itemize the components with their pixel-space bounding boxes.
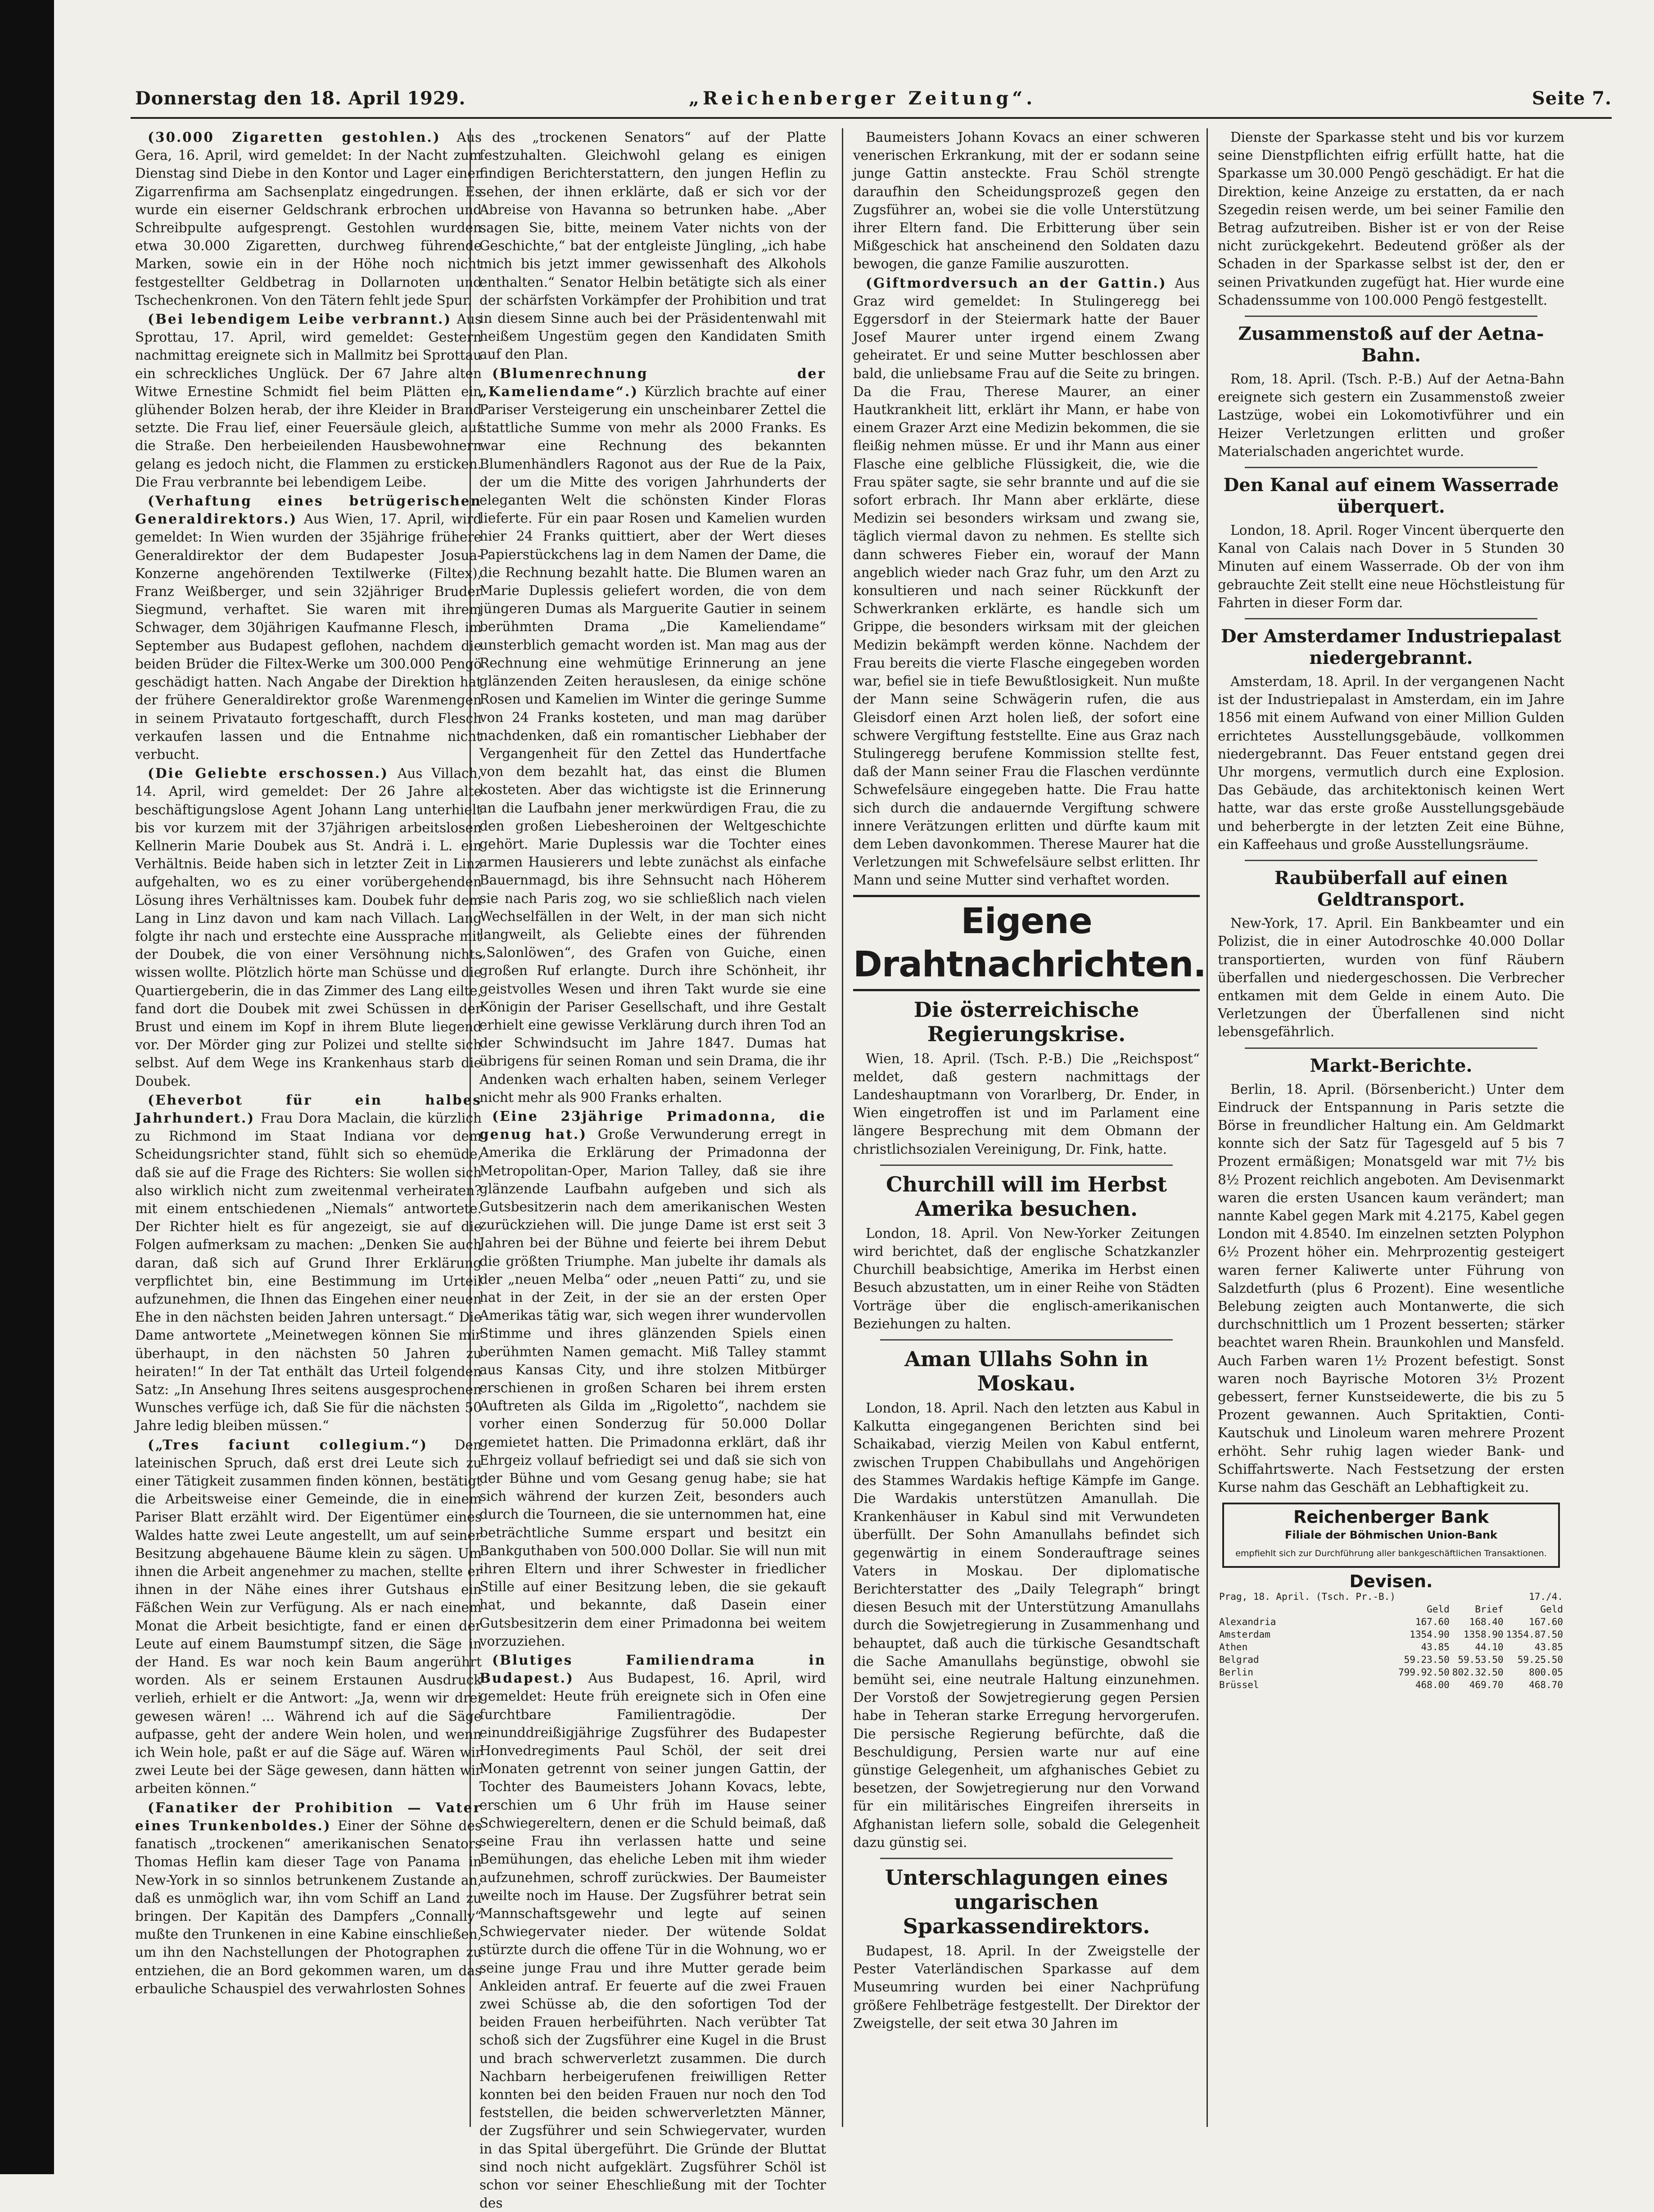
divider [1245, 316, 1537, 317]
article [135, 1091, 482, 1435]
table-header-row [1218, 1590, 1564, 1603]
article-text: Aus Gera, 16. April, wird gemeldet: In der Nacht zum Dienstag sind Diebe in den Kontor und Lager einer Zigarrenfirma am Sachsenplatz eingedrungen. Es wurde ein eiserner Geldschrank erbrochen und Schreibpulte aufgesprengt. Gestohlen wurden etwa 30.000 Zigaretten, durchweg führende Marken, sowie ein in der Höhe noch nicht festgestellter Geldbetrag in Dollarnoten und Tschechenkronen. Von den Tätern fehlt jede Spur. [135, 130, 482, 308]
divider [880, 1165, 1173, 1166]
devisen-title: Devisen. [1349, 1571, 1433, 1591]
article-text: Aus Budapest, 16. April, wird gemeldet: Heute früh ereignete sich in Ofen eine furchtbare Familientragödie. Der einunddreißigjährige Zugsführer des Budapester Honvedregiments Paul Schöl, der seit drei Monaten getrennt von seiner jungen Gattin, der Tochter des Baumeisters Johann Kovacs, lebte, erschien um 6 Uhr früh im Hause seiner Schwiegereltern, denen er die Schuld beimaß, daß seine Frau ihn verlassen hatte und seine Bemühungen, das eheliche Leben mit ihm wieder aufzunehmen, schroff zurückwies. Der Baumeister weilte noch im Hause. Der Zugsführer betrat sein Mannschaftsgewehr und legte auf seinen Schwiegervater nieder. Der wütende Soldat stürzte durch die offene Tür in die Wohnung, wo er seine junge Frau und ihre Mutter gerade beim Ankleiden antraf. Er feuerte auf die zwei Frauen zwei Schüsse ab, die den sofortigen Tod der beiden Frauen herbeiführten. Nach verübter Tat schoß sich der Zugsführer eine Kugel in die Brust und brach schwerverletzt zusammen. Die durch Nachbarn herbeigerufenen freiwilligen Retter konnten bei den beiden Frauen nur noch den Tod feststellen, die beiden schwerverletzten Männer, der Zugsführer und sein Schwiegervater, wurden in das Spital übergeführt. Die Gründe der Bluttat sind noch nicht aufgeklärt. Zugsführer Schöl ist schon vor seiner Eheschließung mit der Tochter des [479, 1670, 826, 2211]
currency-name: Alexandria [1219, 1616, 1276, 1627]
table-header-row [1218, 1603, 1564, 1616]
rate-value: 802.32.50 [1452, 1667, 1504, 1678]
rate-value: 1354.87.50 [1506, 1629, 1563, 1640]
headline: Unterschlagungen eines ungarischen Sparkassendirektors. [885, 1865, 1168, 1939]
column-rule [1207, 128, 1208, 2127]
article-text: Aus Sprottau, 17. April, wird gemeldet: Gestern nachmittag ereignete sich in Mallmitz bei Sprottau ein schreckliches Unglück. Der 67 Jahre alten Witwe Ernestine Schmidt fiel beim Plätten ein glühender Bolzen herab, der ihre Kleider in Brand setzte. Die Frau lief, einer Feuersäule gleich, auf die Straße. Den herbeieilenden Hausbewohnern gelang es jedoch nicht, die Flammen zu ersticken. Die Frau verbrannte bei lebendigem Leibe. [135, 311, 482, 490]
divider [1245, 860, 1537, 861]
table-row [1218, 1653, 1564, 1666]
header-page-number: Seite 7. [1532, 88, 1612, 109]
devisen-subheader: Prag, 18. April. (Tsch. Pr.-B.) [1219, 1591, 1396, 1602]
article [135, 764, 482, 1090]
rate-value: 59.53.50 [1458, 1654, 1504, 1665]
table-header: Brief [1475, 1604, 1504, 1615]
headline: Aman Ullahs Sohn in Moskau. [904, 1346, 1148, 1395]
article [135, 128, 482, 309]
section-banner: Eigene Drahtnachrichten. [853, 895, 1200, 991]
column-rule [842, 128, 843, 2127]
header-date: Donnerstag den 18. April 1929. [135, 88, 466, 109]
table-row [1218, 1666, 1564, 1679]
rate-value: 469.70 [1469, 1679, 1504, 1690]
article [853, 274, 1200, 889]
currency-name: Amsterdam [1219, 1629, 1270, 1640]
article-text: Rom, 18. April. (Tsch. P.-B.) Auf der Aetna-Bahn ereignete sich gestern ein Zusammenstoß zweier Lastzüge, wobei ein Lokomotivführer und ein Heizer Verletzungen erlitten und großer Materialschaden angerichtet wurde. [1218, 371, 1564, 459]
article-text: London, 18. April. Nach den letzten aus Kabul in Kalkutta eingegangenen Berichten sind bei Schaikabad, vierzig Meilen von Kabul entfernt, zwischen Truppen Chabibullahs und Angehörigen des Stammes Wardakis heftige Kämpfe im Gange. Die Wardakis unterstützen Amanullah. Die Krankenhäuser in Kabul sind mit Verwundeten überfüllt. Der Sohn Amanullahs befindet sich gegenwärtig in einem Sonderauftrage seines Vaters in Moskau. Der diplomatische Berichterstatter des „Daily Telegraph“ bringt diesen Besuch mit der Unterstützung Amanullahs durch die Sowjetregierung in Zusammenhang und behauptet, daß auch die türkische Gesandtschaft die Sache Amanullahs begünstige, obwohl sie bemüht sei, eine neutrale Haltung einzunehmen. Der Vorstoß der Sowjetregierung gegen Persien habe in Teheran starke Erregung hervorgerufen. Die persische Regierung befürchte, daß die Beschuldigung, Persien warte nur auf eine günstige Gelegenheit, um afghanisches Gebiet zu besetzen, der Sowjetregierung nur den Vorwand für ein militärisches Eingreifen ihrerseits in Afghanistan liefern solle, sobald die Gelegenheit dazu günstig sei. [853, 1400, 1200, 1850]
article-text: Baumeisters Johann Kovacs an einer schweren venerischen Erkrankung, mit der er sodann seine junge Gattin ansteckte. Frau Schöl strengte daraufhin den Scheidungsprozeß gegen den Zugsführer an, wobei sie die volle Unterstützung ihrer Eltern fand. Die Erbitterung über sein Mißgeschick hat anscheinend den Soldaten dazu bewogen, die ganze Familie auszurotten. [853, 130, 1200, 272]
rate-value: 168.40 [1469, 1616, 1504, 1627]
article-text: Aus Villach, 14. April, wird gemeldet: Der 26 Jahre alte beschäftigungslose Agent Johann Lang unterhielt bis vor kurzem mit der 37jährigen arbeitslosen Kellnerin Marie Doubek aus St. Andrä i. L. ein Verhältnis. Beide haben sich in letzter Zeit in Linz aufgehalten, wo es zu einer vorübergehenden Lösung ihres Verhältnisses kam. Doubek fuhr dem Lang in Linz davon und kam nach Villach. Lang folgte ihr nach und erstechte eine Aussprache mit der Doubek, die von einer Versöhnung nichts wissen wollte. Plötzlich hörte man Schüsse und die Quartiergeberin, die in das Zimmer des Lang eilte, fand dort die Doubek mit zwei Schüssen in der Brust und einem im Kopf in ihrem Blute liegend vor. Der Mörder ging zur Polizei und stellte sich selbst. Auf dem Wege ins Krankenhaus starb die Doubek. [135, 766, 482, 1089]
article-text: Berlin, 18. April. (Börsenbericht.) Unter dem Eindruck der Entspannung in Paris setzte die Börse in freundlicher Haltung ein. Am Geldmarkt konnte sich der Satz für Tagesgeld auf 5 bis 7 Prozent ermäßigen; Monatsgeld war mit 7½ bis 8½ Prozent reichlich angeboten. Am Devisenmarkt waren die ersten Usancen kaum verändert; man nannte Kabel gegen Mark mit 4.2175, Kabel gegen London mit 4.8540. Im einzelnen setzten Polyphon 6½ Prozent höher ein. Mehrprozentig gesteigert waren ferner Kaliwerte unter Führung von Salzdetfurth (plus 6 Prozent). Eine wesentliche Belebung zeigten auch Montanwerte, die sich durchschnittlich um 1 Prozent besserten; stärker beachtet waren Rhein. Braunkohlen und Mansfeld. Auch Farben waren 1½ Prozent befestigt. Sonst waren noch Bayrische Motoren 3½ Prozent gebessert, ferner Kunstseidewerte, die bis zu 5 Prozent gewannen. Auch Spritaktien, Conti-Kautschuk und Linoleum waren mehrere Prozent erhöht. Sehr ruhig lagen wieder Bank- und Schiffahrtswerte. Nach Festsetzung der ersten Kurse nahm das Geschäft an Lebhaftigkeit zu. [1218, 1081, 1564, 1495]
divider [1245, 467, 1537, 468]
table-header [1397, 1590, 1451, 1603]
article-head: (Blutiges Familiendrama in Budapest.) [479, 1652, 826, 1686]
rate-value: 43.85 [1534, 1642, 1563, 1652]
rate-value: 1358.90 [1464, 1629, 1504, 1640]
headline: Churchill will im Herbst Amerika besuchen. [886, 1172, 1167, 1221]
rate-value: 59.25.50 [1517, 1654, 1563, 1665]
scan-edge-shadow [0, 0, 54, 2174]
article-head: (Fanatiker der Prohibition — Vater eines Trunkenboldes.) [135, 1799, 482, 1833]
table-row [1218, 1641, 1564, 1653]
rate-value: 1354.90 [1410, 1629, 1450, 1640]
article [479, 1107, 826, 1650]
table-row [1218, 1679, 1564, 1691]
article [135, 1799, 482, 1998]
table-header: Geld [1427, 1604, 1450, 1615]
article-head: („Tres faciunt collegium.“) [148, 1436, 428, 1453]
article [135, 492, 482, 763]
article-head: (Die Geliebte erschossen.) [148, 765, 389, 781]
table-header: 17./4. [1529, 1591, 1563, 1602]
currency-name: Athen [1219, 1642, 1248, 1652]
devisen-table [1218, 1590, 1564, 1691]
divider [1245, 1047, 1537, 1049]
bank-tagline: empfiehlt sich zur Durchführung aller bankgeschäftlichen Transaktionen. [1235, 1548, 1547, 1558]
currency-name: Berlin [1219, 1667, 1253, 1678]
headline: Zusammenstoß auf der Aetna-Bahn. [1238, 323, 1544, 366]
article-text: Wien, 18. April. (Tsch. P.-B.) Die „Reichspost“ meldet, daß gestern nachmittags der Landeshauptmann von Vorarlberg, Dr. Ender, in Wien eingetroffen ist und im Parlament eine längere Besprechung mit dem Obmann der christlichsozialen Vereinigung, Dr. Fink, hatte. [853, 1051, 1200, 1157]
article [135, 310, 482, 491]
table-header [1451, 1590, 1505, 1603]
headline: Markt-Berichte. [1310, 1055, 1473, 1076]
article-text: London, 18. April. Von New-Yorker Zeitungen wird berichtet, daß der englische Schatzkanzler Churchill beabsichtige, Amerika im Herbst einen Besuch abzustatten, um in einer Reihe von Städten Vorträge über die englisch-amerikanischen Beziehungen zu halten. [853, 1225, 1200, 1332]
column-4 [1218, 128, 1564, 2127]
article-head: (Bei lebendigem Leibe verbrannt.) [148, 311, 452, 327]
divider [880, 1339, 1173, 1341]
column-3 [853, 128, 1206, 2127]
article-text: Amsterdam, 18. April. In der vergangenen Nacht ist der Industriepalast in Amsterdam, ein im Jahre 1856 mit einem Aufwand von einer Million Gulden errichtetes Ausstellungsgebäude, vollkommen niedergebrannt. Das Feuer entstand gegen drei Uhr morgens, vermutlich durch eine Explosion. Das Gebäude, das architektonisch keinen Wert hatte, war das erste große Ausstellungsgebäude und beherbergte in der letzten Zeit eine Bühne, ein Kaffeehaus und große Ausstellungsräume. [1218, 674, 1564, 852]
rate-value: 468.00 [1415, 1679, 1450, 1690]
rate-value: 44.10 [1475, 1642, 1504, 1652]
headline: Den Kanal auf einem Wasserrade überquert. [1223, 474, 1559, 518]
rate-value: 167.60 [1529, 1616, 1563, 1627]
article [479, 365, 826, 1106]
article-text: London, 18. April. Roger Vincent überquerte den Kanal von Calais nach Dover in 5 Stunden 30 Minuten auf einem Wasserrade. Ob der von ihm gebrauchte Zeit stellt eine neue Höchstleistung für Fahrten in dieser Form dar. [1218, 523, 1564, 610]
headline: Der Amsterdamer Industriepalast niedergebrannt. [1220, 626, 1562, 669]
article-head: (30.000 Zigaretten gestohlen.) [148, 129, 441, 145]
currency-name: Brüssel [1219, 1679, 1259, 1690]
article-text: Den lateinischen Spruch, daß erst drei Leute sich zu einer Tätigkeit zusammen finden können, bestätigt die Arbeitsweise einer Gemeinde, die in einem Pariser Blatt erzählt wird. Der Eigentümer eines Waldes hatte zwei Leute angestellt, um auf seiner Besitzung abgehauene Bäume klein zu sägen. Um ihnen die Arbeit angenehmer zu machen, stellte er ihnen in der Nähe eines ihrer Gutshaus ein Fäßchen Wein zur Verfügung. Als er nach einem Monat die Arbeit besichtigte, fand er einen der Leute auf einem Baumstumpf sitzen, die Säge in der Hand. Es war noch kein Baum angerührt worden. Als er seinem Erstaunen Ausdruck verlieh, erhielt er die Antwort: „Ja, wenn wir drei gewesen wären! ... Während ich auf die Säge aufpasse, geht der andere Wein holen, und wenn ich Wein hole, paßt er auf die Säge auf. Wären wir zwei Leute bei der Säge gewesen, dann hätten wir arbeiten können.“ [135, 1437, 482, 1797]
page-header [135, 83, 1612, 115]
article-text: des „trockenen Senators“ auf der Platte festzuhalten. Gleichwohl gelang es einigen findigen Berichterstattern, den jungen Heflin zu sehen, der ihnen erklärte, daß er sich vor der Abreise von Havanna so betrunken habe. „Aber sagen Sie, bitte, meinem Vater nichts von der Geschichte,“ bat der entgleiste Jüngling, „ich habe mich bis jetzt immer gewissenhaft des Alkohols enthalten.“ Senator Helbin betätigte sich als einer der schärfsten Vorkämpfer der Prohibition und trat in diesem Sinne auch bei der Präsidentenwahl mit heißem Ungestüm gegen den Kandidaten Smith auf den Plan. [479, 130, 826, 362]
bank-advertisement [1222, 1503, 1560, 1568]
headline: Die österreichische Regierungskrise. [913, 997, 1139, 1046]
article-head: (Giftmordversuch an der Gattin.) [866, 275, 1167, 291]
article-text: Aus Graz wird gemeldet: In Stulingeregg bei Eggersdorf in der Steiermark hatte der Bauer Josef Maurer unter irgend einem Zwang geheiratet. Er und seine Mutter beschlossen aber bald, die unliebsame Frau auf die Seite zu bringen. Da die Frau, Therese Maurer, an einer Hautkrankheit litt, erklärt ihr Mann, er habe von einem Grazer Arzt eine Medizin bekommen, die sie fleißig nehmen müsse. Er und ihr Mann aus einer Flasche eine gelbliche Flüssigkeit, die, wie die Frau später sagte, sie sehr brannte und auf die sie sofort erbrach. Ihr Mann aber erklärte, diese Medizin sei besonders wirksam und zwang sie, täglich viermal davon zu nehmen. Es stellte sich dann schweres Fieber ein, worauf der Mann angeblich wieder nach Graz fuhr, um den Arzt zu konsultieren und nach seiner Rückkunft der Schwerkranken erklärte, es handle sich um Grippe, die besonders wirksam mit der gleichen Medizin bekämpft werden könne. Nachdem der Frau bereits die vierte Flasche eingegeben worden war, befiel sie in tiefe Bewußtlosigkeit. Nun mußte der Mann seine Schwägerin rufen, die aus Gleisdorf einen Arzt holen ließ, der sofort eine schwere Vergiftung feststellte. Eine aus Graz nach Stulingeregg berufene Kommission stellte fest, daß der Mann seiner Frau die Flaschen verdünnte Schwefelsäure eingegeben hatte. Die Frau hatte sich durch die andauernde Vergiftung schwere innere Verätzungen erlitten und dürfte kaum mit dem Leben davonkommen. Therese Maurer hat die Verletzungen mit Schwefelsäure selbst erlitten. Ihr Mann und seine Mutter sind verhaftet worden. [853, 275, 1200, 888]
divider [880, 1858, 1173, 1859]
bank-name: Reichenberger Bank [1293, 1507, 1489, 1527]
article-head: (Eheverbot für ein halbes Jahrhundert.) [135, 1092, 482, 1126]
column-1 [135, 128, 482, 2127]
article-text: Große Verwunderung erregt in Amerika die Erklärung der Primadonna der Metropolitan-Oper, Marion Talley, daß sie ihre glänzende Laufbahn aufgeben und sich als Gutsbesitzerin nach dem amerikanischen Westen zurückziehen will. Die junge Dame ist erst seit 3 Jahren bei der Bühne und feierte bei ihrem Debut die größten Triumphe. Man jubelte ihr damals als der „neuen Melba“ oder „neuen Patti“ zu, und sie hat in der Zeit, in der sie an der ersten Oper Amerikas tätig war, sich wegen ihrer wundervollen Stimme und ihres glänzenden Spiels einen berühmten Namen gemacht. Miß Talley stammt aus Kansas City, und ihre stolzen Mitbürger erschienen in großen Scharen bei ihrem ersten Auftreten als Gilda im „Rigoletto“, nachdem sie vorher einen Sonderzug für 50.000 Dollar gemietet hatten. Die Primadonna erklärt, daß ihr Ehrgeiz vollauf befriedigt sei und daß sie sich von der Bühne und vom Gesang genug habe; sie hat sich während der kurzen Zeit, besonders auch durch die Tourneen, die sie unternommen hat, eine beträchtliche Summe erspart und besitzt ein Bankguthaben von 500.000 Dollar. Sie will nun mit ihren Eltern und ihrer Schwester in friedlicher Stille auf einer Besitzung leben, die sie gekauft hat, und bekannte, daß Dasein einer Gutsbesitzerin dem einer Primadonna bei weitem vorzuziehen. [479, 1127, 826, 1649]
rate-value: 468.70 [1529, 1679, 1563, 1690]
rate-value: 43.85 [1421, 1642, 1450, 1652]
headline: Raubüberfall auf einen Geldtransport. [1274, 867, 1508, 911]
table-header: Geld [1540, 1604, 1563, 1615]
article [853, 128, 1200, 273]
article-text: New-York, 17. April. Ein Bankbeamter und ein Polizist, die in einer Autodroschke 40.000 Dollar transportierten, wurden von fünf Räubern überfallen und niedergeschossen. Die Verbrecher entkamen mit dem Gelde in einem Auto. Die Verletzungen der Überfallenen sind nicht lebensgefährlich. [1218, 916, 1564, 1040]
column-2 [479, 128, 826, 2211]
table-row [1218, 1628, 1564, 1641]
header-newspaper-title: „Reichenberger Zeitung“. [689, 88, 1036, 109]
header-rule [131, 117, 1612, 119]
divider [1245, 618, 1537, 619]
rate-value: 799.92.50 [1398, 1667, 1450, 1678]
article-text: Aus Wien, 17. April, wird gemeldet: In Wien wurden der 35jährige frühere Generaldirektor der dem Budapester Josua-Konzerne angehörenden Textilwerke (Filtex), Franz Weißberger, und sein 32jähriger Bruder Siegmund, verhaftet. Sie waren mit ihrem Schwager, dem 30jährigen Kaufmanne Flesch, im September aus Budapest geflohen, nachdem die beiden Brüder die Filtex-Werke um 300.000 Pengö geschädigt hatten. Nach Angabe der Direktion hat der frühere Generaldirektor große Warenmengen in seinem Privatauto fortgeschafft, durch Flesch verkaufen lassen und die Entnahme nicht verbucht. [135, 511, 482, 762]
rate-value: 167.60 [1415, 1616, 1450, 1627]
rate-value: 800.05 [1529, 1667, 1563, 1678]
article-text: Einer der Söhne des fanatisch „trockenen“ amerikanischen Senators Thomas Heflin kam dieser Tage von Panama in New-York in so sinnlos betrunkenem Zustande an, daß es unmöglich war, ihn vom Schiff an Land zu bringen. Der Kapitän des Dampfers „Connally“ mußte den Trunkenen in eine Kabine einschließen, um ihn den Nachstellungen der Photographen zu entziehen, die an Bord gekommen waren, um das erbauliche Schauspiel des verwahrlosten Sohnes [135, 1818, 482, 1996]
currency-name: Belgrad [1219, 1654, 1259, 1665]
bank-subtitle: Filiale der Böhmischen Union-Bank [1284, 1529, 1498, 1542]
article-text: Budapest, 18. April. In der Zweigstelle der Pester Vaterländischen Sparkasse auf dem Museumring wurden bei einer Nachprüfung größere Fehlbeträge festgestellt. Der Direktor der Zweigstelle, der seit etwa 30 Jahren im [853, 1943, 1200, 2031]
article-text: Frau Dora Maclain, die kürzlich zu Richmond im Staat Indiana vor dem Scheidungsrichter stand, fühlt sich so ehemüde, daß sie auf die Frage des Richters: Sie wollen sich also wirklich nicht zum zweitenmal verheiraten? mit einem entschiedenen „Niemals“ antwortete. Der Richter hielt es für angezeigt, sie auf die Folgen aufmerksam zu machen: „Denken Sie auch daran, daß sich auf Grund Ihrer Erklärung verpflichtet bin, eine Bestimmung im Urteil aufzunehmen, die Ihnen das Eingehen einer neuen Ehe in den nächsten beiden Jahren untersagt.“ Die Dame antwortete „Meinetwegen können Sie mir überhaupt, in den nächsten 50 Jahren zu heiraten!“ In der Tat enthält das Urteil folgenden Satz: „In Ansehung Ihres seitens ausgesprochenen Wunsches verfüge ich, daß Sie für die nächsten 50 Jahre ledig bleiben müssen.“ [135, 1110, 482, 1434]
table-row [1218, 1616, 1564, 1628]
article-text: Dienste der Sparkasse steht und bis vor kurzem seine Dienstpflichten eifrig erfüllt hatte, hat die Sparkasse um 30.000 Pengö geschädigt. Er hat die Direktion, keine Anzeige zu erstatten, da er nach Szegedin reisen werde, um bei seiner Familie den Betrag aufzutreiben. Bisher ist er von der Reise nicht zurückgekehrt. Bedeutend größer als der Schaden in der Sparkasse selbst ist der, den er seinen Privatkunden zugefügt hat. Hier wurde eine Schadenssumme von 100.000 Pengö festgestellt. [1218, 130, 1564, 308]
article-head: (Eine 23jährige Primadonna, die genug hat.) [479, 1108, 826, 1142]
article [135, 1436, 482, 1798]
article-head: (Verhaftung eines betrügerischen Generaldirektors.) [135, 493, 482, 527]
article-text: Kürzlich brachte auf einer Pariser Versteigerung ein unscheinbarer Zettel die stattliche Summe von mehr als 2000 Franks. Es war eine Rechnung des bekannten Blumenhändlers Ragonot aus der Rue de la Paix, der um die Mitte des vorigen Jahrhunderts der eleganten Welt die schönsten Kinder Floras lieferte. Für ein paar Rosen und Kamelien wurden hier 24 Franks quittiert, aber der Wert dieses Papierstückchens lag in dem Namen der Dame, die die Rechnung bezahlt hatte. Die Blumen waren an Marie Duplessis geliefert worden, die von dem jüngeren Dumas als Marguerite Gautier in seinem berühmten Drama „Die Kameliendame“ unsterblich gemacht worden ist. Man mag aus der Rechnung eine wehmütige Erinnerung an jene glänzenden Zeiten herauslesen, da einige schöne Rosen und Kamelien im Winter die geringe Summe von 24 Franks kosteten, und man mag darüber nachdenken, daß ein romantischer Liebhaber der Vergangenheit für den Zettel das Hundertfache von dem bezahlt hat, das einst die Blumen kosteten. Aber das wichtigste ist die Erinnerung an die Laufbahn jener merkwürdigen Frau, die zu den großen Liebesheroinen der Weltgeschichte gehört. Marie Duplessis war die Tochter eines armen Hausierers und lebte zunächst als einfache Bauernmagd, bis ihre Sehnsucht nach Höherem sie nach Paris zog, wo sie schließlich nach vielen Wechselfällen in der Welt, in der man sich nicht langweilt, als Geliebte eines der führenden „Salonlöwen“, des Grafen von Guiche, einen großen Ruf erlangte. Durch ihre Schönheit, ihr geistvolles Wesen und ihren Takt wurde sie eine Königin der Pariser Gesellschaft, und ihre Gestalt erhielt eine gewisse Verklärung durch ihren Tod an der Schwindsucht im Jahre 1847. Dumas hat übrigens für seinen Roman und sein Drama, die ihr Andenken wach erhalten haben, seinem Verleger nicht mehr als 900 Franks erhalten. [479, 384, 826, 1105]
article-head: (Blumenrechnung der „Kameliendame“.) [479, 365, 826, 399]
article [479, 128, 826, 364]
rate-value: 59.23.50 [1404, 1654, 1450, 1665]
article [479, 1651, 826, 2212]
